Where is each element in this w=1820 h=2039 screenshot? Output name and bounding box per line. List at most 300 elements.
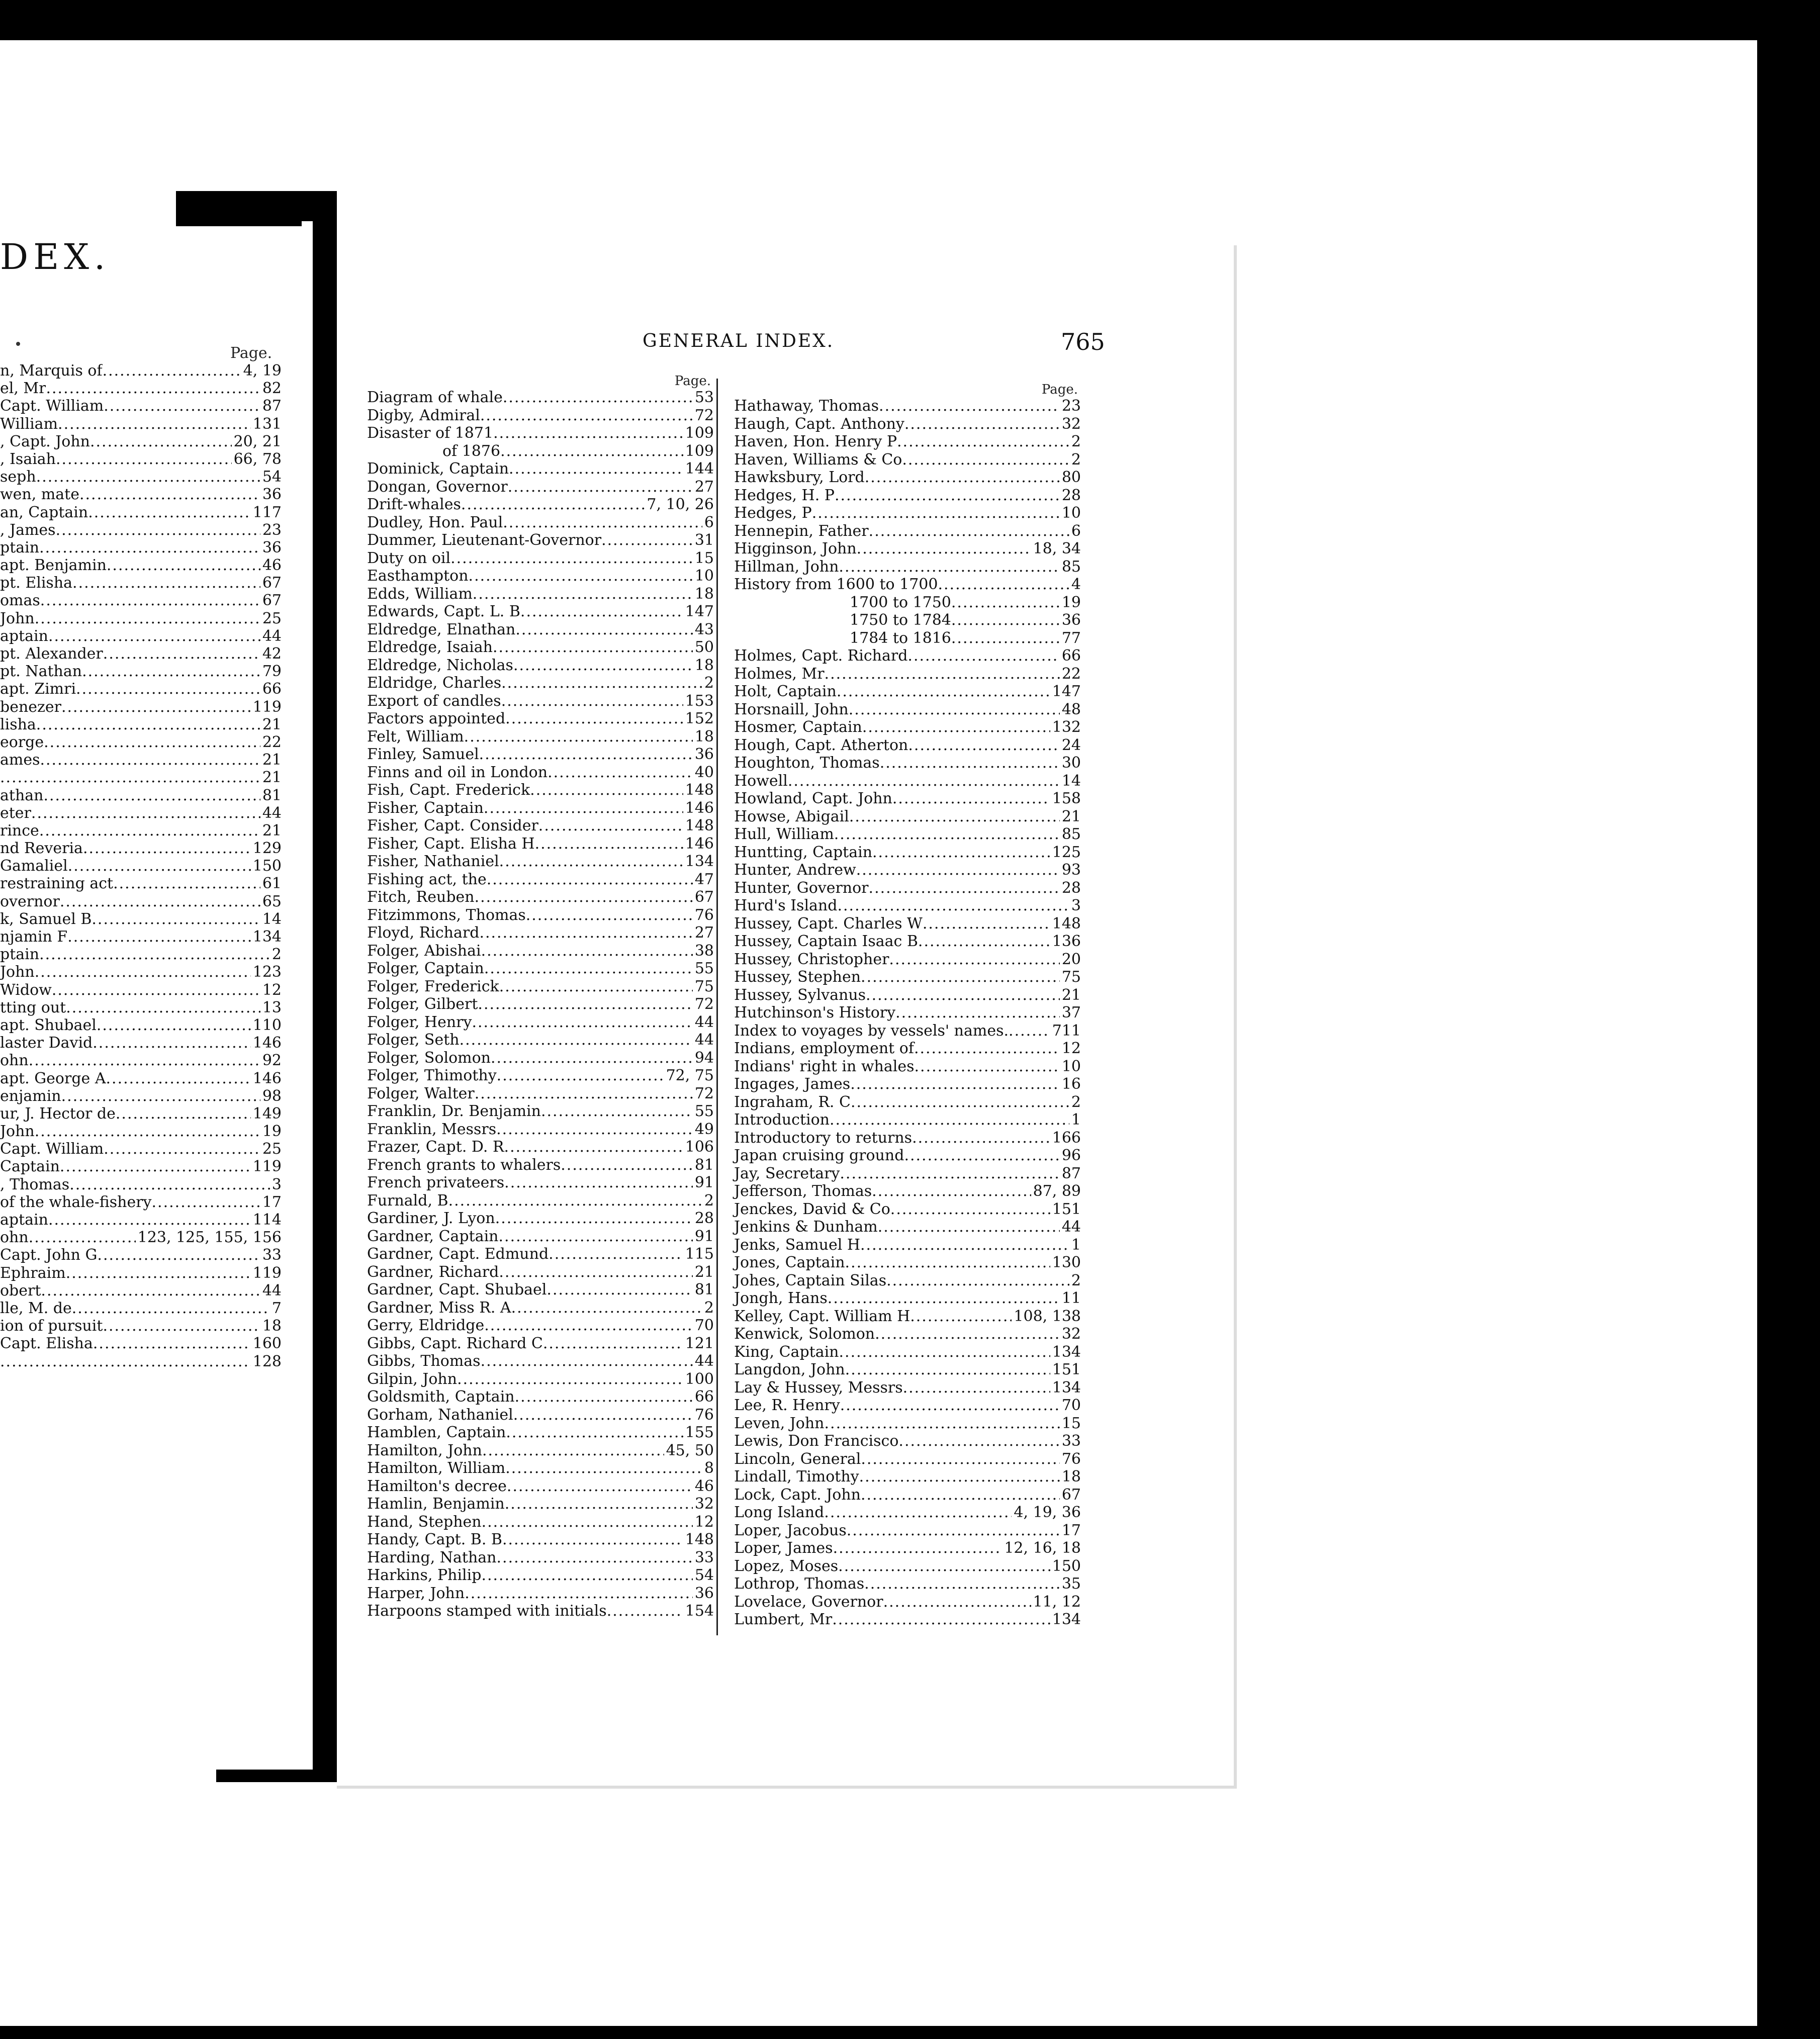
index-entry: [0, 1070, 282, 1087]
dot-leader: [825, 1415, 1060, 1433]
entry-page: 87: [1061, 1164, 1081, 1182]
dot-leader: [840, 1165, 1059, 1183]
index-entry: [734, 611, 1081, 629]
entry-name: Hand, Stephen: [367, 1513, 482, 1531]
index-entry: [734, 1468, 1081, 1486]
index-entry: [367, 1299, 714, 1317]
entry-page: 37: [1061, 1004, 1081, 1022]
entry-name: Gardner, Captain: [367, 1227, 499, 1245]
entry-name: lle, M. de: [0, 1299, 72, 1317]
dot-leader: [36, 468, 260, 486]
dot-leader: [607, 1602, 683, 1620]
index-entry: [367, 1566, 714, 1585]
dot-leader: [68, 857, 251, 875]
dot-leader: [499, 853, 683, 871]
dot-leader: [61, 698, 251, 716]
entry-name: enjamin: [0, 1087, 61, 1105]
entry-name: Folger, Frederick: [367, 977, 499, 995]
index-entry: [367, 1352, 714, 1370]
dot-leader: [495, 1210, 693, 1228]
entry-page: 81: [694, 1156, 714, 1174]
entry-page: 146: [685, 835, 714, 853]
dot-leader: [812, 504, 1060, 522]
dot-leader: [487, 871, 693, 889]
entry-page: 44: [694, 1013, 714, 1031]
entry-name: pt. Nathan: [0, 663, 82, 681]
dot-leader: [58, 415, 251, 433]
dot-leader: [883, 1593, 1031, 1611]
running-head: GENERAL INDEX.: [643, 331, 835, 351]
entry-page: 70: [1061, 1397, 1081, 1414]
index-entry: [0, 627, 282, 645]
dot-leader: [830, 1111, 1069, 1129]
index-entry: [0, 450, 282, 468]
entry-name: Index to voyages by vessels' names.: [734, 1022, 1009, 1040]
index-entry: [367, 549, 714, 568]
dot-leader: [907, 647, 1059, 665]
entry-name: athan: [0, 786, 44, 804]
index-entry: [734, 469, 1081, 487]
dot-leader: [875, 1325, 1060, 1343]
dot-leader: [520, 603, 683, 621]
entry-page: 77: [1061, 629, 1081, 647]
entry-name: History from 1600 to 1700: [734, 576, 938, 593]
index-entry: [0, 910, 282, 928]
entry-page: 61: [262, 875, 282, 893]
entry-page: 44: [694, 1352, 714, 1370]
dot-leader: [839, 558, 1059, 576]
dot-leader: [472, 1013, 692, 1032]
index-entry: [367, 1424, 714, 1442]
entry-name: overnor: [0, 892, 60, 910]
dot-leader: [912, 1129, 1050, 1147]
entry-page: 21: [694, 1263, 714, 1281]
entry-name: ur, J. Hector de: [0, 1104, 116, 1123]
index-entry: [367, 728, 714, 746]
entry-name: Drift-whales: [367, 496, 461, 513]
entry-name: Lincoln, General: [734, 1450, 861, 1468]
index-entry: [367, 781, 714, 799]
entry-name: Ephraim: [0, 1264, 66, 1282]
index-entry: [0, 1105, 282, 1123]
dot-leader: [481, 942, 693, 960]
entry-page: 132: [1052, 718, 1081, 736]
dot-leader: [859, 1468, 1060, 1486]
dot-leader: [450, 549, 693, 568]
dot-leader: [460, 1031, 693, 1049]
index-entry: [734, 1022, 1081, 1040]
index-entry: [734, 1308, 1081, 1326]
dot-leader: [72, 1300, 270, 1317]
entry-name: njamin F: [0, 928, 68, 946]
index-entry: [734, 647, 1081, 665]
dot-leader: [918, 933, 1050, 951]
entry-name: eter: [0, 804, 31, 822]
entry-name: Gorham, Nathaniel: [367, 1406, 513, 1424]
dot-leader: [500, 442, 683, 460]
entry-name: Hawksbury, Lord: [734, 469, 865, 486]
dot-leader: [103, 362, 241, 380]
entry-name: Fishing act, the: [367, 870, 487, 888]
entry-page: 115: [685, 1245, 714, 1263]
dot-leader: [39, 822, 260, 840]
entry-page: 27: [694, 924, 714, 942]
index-entry: [0, 857, 282, 875]
entry-name: Hamblen, Captain: [367, 1424, 506, 1441]
entry-page: 151: [1052, 1200, 1081, 1218]
entry-page: 150: [252, 857, 282, 875]
dot-leader: [951, 611, 1060, 629]
index-entry: [734, 1361, 1081, 1379]
entry-page: 44: [1061, 1218, 1081, 1236]
index-entry: [734, 451, 1081, 469]
dot-leader: [923, 915, 1050, 933]
dot-leader: [39, 946, 270, 963]
entry-page: 76: [694, 1406, 714, 1424]
index-entry: [0, 981, 282, 999]
index-entry: [367, 1192, 714, 1210]
index-entry: [367, 924, 714, 942]
dot-leader: [833, 1539, 1003, 1557]
index-entry: [734, 897, 1081, 915]
entry-name: Hunter, Andrew: [734, 861, 856, 879]
entry-page: 82: [262, 380, 282, 398]
index-entry: [734, 594, 1081, 612]
index-entry: [367, 1013, 714, 1032]
index-entry: [734, 1415, 1081, 1433]
entry-page: 8: [704, 1459, 714, 1477]
index-entry: [734, 1004, 1081, 1022]
dot-leader: [482, 1513, 693, 1531]
index-entry: [367, 514, 714, 532]
dot-leader: [31, 804, 260, 822]
dot-leader: [457, 1370, 683, 1388]
entry-name: Folger, Solomon: [367, 1049, 491, 1067]
dot-leader: [915, 1058, 1060, 1076]
dot-leader: [97, 1246, 260, 1264]
entry-name: Goldsmith, Captain: [367, 1388, 515, 1406]
index-entry: [367, 1459, 714, 1477]
index-entry: [367, 853, 714, 871]
index-entry: [734, 1111, 1081, 1129]
dot-leader: [491, 1049, 693, 1067]
dot-leader: [904, 1147, 1059, 1165]
index-entry: [734, 1075, 1081, 1093]
entry-name: 1784 to 1816: [850, 629, 951, 647]
dot-leader: [469, 567, 693, 585]
entry-name: Jay, Secretary: [734, 1164, 840, 1182]
dot-leader: [79, 486, 260, 503]
index-entry: [0, 1052, 282, 1069]
entry-page: 108, 138: [1014, 1307, 1081, 1325]
entry-name: Lock, Capt. John: [734, 1486, 861, 1504]
entry-page: 44: [694, 1031, 714, 1049]
dot-leader: [895, 1004, 1060, 1022]
index-entry: [734, 629, 1081, 647]
entry-name: Dummer, Lieutenant-Governor: [367, 531, 602, 549]
entry-name: aptain: [0, 627, 48, 645]
entry-page: 72, 75: [666, 1067, 714, 1084]
dot-leader: [107, 557, 260, 574]
entry-page: 1: [1071, 1236, 1081, 1254]
entry-page: 91: [694, 1227, 714, 1245]
dot-leader: [508, 478, 693, 496]
index-entry: [734, 504, 1081, 522]
entry-page: 21: [262, 751, 282, 769]
index-entry: [367, 906, 714, 924]
entry-name: Hough, Capt. Atherton: [734, 736, 908, 754]
entry-name: Fitzimmons, Thomas: [367, 906, 526, 924]
dot-leader: [464, 728, 693, 746]
index-entry: [367, 478, 714, 496]
dot-leader: [513, 657, 693, 675]
entry-page: 36: [1061, 611, 1081, 629]
entry-page: 11: [1061, 1289, 1081, 1307]
index-entry: [734, 1093, 1081, 1111]
dot-leader: [828, 1289, 1060, 1308]
dot-leader: [501, 674, 702, 692]
entry-page: 55: [694, 1102, 714, 1120]
index-entry: [367, 960, 714, 978]
dot-leader: [543, 1335, 683, 1353]
entry-page: 153: [685, 692, 714, 710]
dot-leader: [497, 1067, 664, 1085]
entry-page: 18: [262, 1317, 282, 1335]
dot-leader: [40, 751, 260, 769]
index-entry: [734, 1522, 1081, 1540]
dot-leader: [513, 1406, 693, 1424]
entry-page: 12: [1061, 1040, 1081, 1057]
dot-leader: [497, 1549, 693, 1567]
entry-name: Holmes, Capt. Richard: [734, 647, 908, 665]
entry-name: Fisher, Capt. Elisha H: [367, 835, 535, 853]
dot-leader: [92, 910, 260, 928]
entry-page: 18: [694, 585, 714, 603]
dot-leader: [83, 840, 251, 857]
index-entry: [367, 657, 714, 675]
entry-name: Howse, Abigail: [734, 807, 849, 825]
dot-leader: [48, 1211, 251, 1229]
entry-page: 93: [1061, 861, 1081, 879]
entry-name: Eldridge, Charles: [367, 674, 502, 692]
dot-leader: [851, 1093, 1069, 1111]
dot-leader: [834, 825, 1060, 844]
left-index-list: [0, 362, 282, 1370]
entry-name: Johes, Captain Silas: [734, 1271, 887, 1289]
entry-page: 24: [1061, 736, 1081, 754]
entry-name: Easthampton: [367, 567, 469, 585]
dot-leader: [869, 879, 1060, 897]
index-entry: [734, 1539, 1081, 1557]
dot-leader: [479, 746, 693, 764]
index-entry: [734, 915, 1081, 933]
entry-page: 32: [1061, 415, 1081, 433]
index-entry: [367, 496, 714, 514]
index-entry: [734, 1504, 1081, 1522]
entry-name: Lay & Hussey, Messrs: [734, 1378, 903, 1397]
entry-page: 160: [252, 1335, 282, 1353]
entry-page: 43: [694, 620, 714, 638]
entry-page: 11, 12: [1033, 1593, 1081, 1611]
entry-name: Long Island: [734, 1504, 825, 1521]
entry-name: Franklin, Dr. Benjamin: [367, 1102, 541, 1120]
index-entry: [367, 1085, 714, 1103]
index-entry: [734, 1165, 1081, 1183]
index-entry: [0, 1193, 282, 1211]
index-column-1: [367, 374, 714, 1620]
dot-leader: [0, 1353, 251, 1370]
dot-leader: [97, 1016, 251, 1034]
entry-page: 106: [685, 1138, 714, 1156]
index-entry: [367, 603, 714, 621]
entry-page: 2: [1071, 433, 1081, 450]
entry-name: Jongh, Hans: [734, 1289, 828, 1307]
dot-leader: [908, 736, 1059, 755]
index-entry: [0, 928, 282, 946]
index-entry: [367, 621, 714, 639]
entry-page: 2: [704, 674, 714, 692]
index-entry: [367, 1138, 714, 1156]
dot-leader: [839, 1343, 1050, 1361]
dot-leader: [35, 610, 260, 627]
entry-name: Fisher, Captain: [367, 799, 484, 817]
dot-leader: [872, 844, 1050, 862]
entry-page: 130: [1052, 1254, 1081, 1271]
entry-page: 28: [1061, 486, 1081, 504]
entry-name: Gilpin, John: [367, 1370, 458, 1388]
entry-page: 110: [252, 1016, 282, 1034]
entry-name: ohn: [0, 1229, 29, 1247]
index-entry: [367, 1263, 714, 1281]
index-entry: [0, 751, 282, 769]
index-entry: [0, 415, 282, 433]
index-entry: [734, 433, 1081, 451]
index-entry: [0, 504, 282, 521]
index-entry: [367, 460, 714, 478]
entry-page: 80: [1061, 469, 1081, 486]
entry-name: lisha: [0, 715, 36, 733]
dot-leader: [506, 1424, 683, 1442]
entry-page: 67: [694, 888, 714, 906]
entry-page: 21: [262, 715, 282, 733]
entry-name: Holmes, Mr: [734, 665, 825, 683]
entry-page: 128: [252, 1352, 282, 1370]
dot-leader: [504, 1174, 693, 1192]
index-entry: [367, 1531, 714, 1549]
entry-page: 66: [694, 1388, 714, 1406]
entry-page: 21: [262, 769, 282, 787]
index-entry: [0, 645, 282, 663]
entry-name: Capt. William: [0, 397, 104, 415]
entry-name: Dominick, Captain: [367, 460, 509, 478]
entry-page: 44: [262, 804, 282, 822]
index-entry: [0, 1087, 282, 1105]
entry-name: William: [0, 415, 58, 433]
entry-name: Kenwick, Solomon: [734, 1325, 875, 1343]
entry-page: 10: [1061, 504, 1081, 522]
index-entry: [367, 674, 714, 692]
entry-name: Lumbert, Mr: [734, 1611, 833, 1628]
entry-name: Lovelace, Governor: [734, 1593, 883, 1611]
index-entry: [0, 380, 282, 397]
index-entry: [0, 733, 282, 751]
dot-leader: [898, 1432, 1059, 1450]
dot-leader: [857, 540, 1031, 558]
entry-name: 1750 to 1784: [850, 611, 951, 629]
dot-leader: [69, 1176, 270, 1193]
dot-leader: [484, 1317, 693, 1335]
entry-name: Harding, Nathan: [367, 1548, 497, 1566]
entry-page: 148: [685, 1531, 714, 1548]
entry-name: , James: [0, 521, 56, 539]
entry-page: 67: [262, 574, 282, 592]
index-entry: [0, 1211, 282, 1229]
entry-page: 17: [1061, 1521, 1081, 1539]
entry-page: 22: [262, 733, 282, 751]
index-entry: [367, 1442, 714, 1460]
entry-page: 32: [694, 1495, 714, 1513]
entry-page: 151: [1052, 1361, 1081, 1378]
entry-name: Hussey, Stephen: [734, 968, 861, 986]
dot-leader: [502, 1531, 683, 1549]
entry-name: Gardner, Capt. Edmund: [367, 1245, 549, 1263]
dot-leader: [861, 1486, 1060, 1504]
entry-page: 18: [694, 727, 714, 746]
entry-name: Harpoons stamped with initials: [367, 1602, 607, 1620]
dot-leader: [889, 951, 1059, 969]
dot-leader: [865, 469, 1060, 487]
index-entry: [367, 1370, 714, 1388]
entry-page: 15: [694, 549, 714, 567]
entry-name: Hedges, H. P: [734, 486, 835, 504]
dot-leader: [503, 389, 693, 407]
dot-leader: [951, 594, 1060, 612]
entry-page: 25: [262, 1140, 282, 1158]
dot-leader: [152, 1193, 260, 1211]
dot-leader: [515, 1388, 693, 1406]
index-entry: [367, 1585, 714, 1603]
index-entry: [367, 995, 714, 1013]
dot-leader: [481, 1566, 692, 1585]
dot-leader: [507, 1477, 693, 1496]
entry-page: 123, 125, 155, 156: [137, 1229, 282, 1247]
entry-name: 1700 to 1750: [850, 593, 951, 611]
entry-page: 19: [1061, 593, 1081, 611]
dot-leader: [93, 1335, 251, 1352]
dot-leader: [41, 1282, 260, 1300]
index-entry: [0, 592, 282, 609]
index-entry: [367, 1174, 714, 1192]
entry-page: 14: [262, 910, 282, 928]
dot-leader: [892, 790, 1050, 808]
dot-leader: [530, 781, 683, 799]
entry-page: 81: [262, 786, 282, 804]
entry-page: 123: [252, 963, 282, 981]
dot-leader: [501, 692, 683, 710]
index-entry: [0, 1034, 282, 1052]
entry-name: Hillman, John: [734, 558, 839, 576]
dot-leader: [845, 1361, 1050, 1379]
entry-name: Dudley, Hon. Paul: [367, 513, 503, 531]
entry-name: Howland, Capt. John: [734, 790, 892, 807]
index-entry: [367, 1067, 714, 1085]
entry-page: 72: [694, 406, 714, 424]
entry-name: Gibbs, Thomas: [367, 1352, 481, 1370]
dot-leader: [825, 665, 1060, 683]
entry-page: 147: [1052, 683, 1081, 700]
dot-leader: [505, 710, 683, 728]
entry-page: 53: [694, 389, 714, 406]
